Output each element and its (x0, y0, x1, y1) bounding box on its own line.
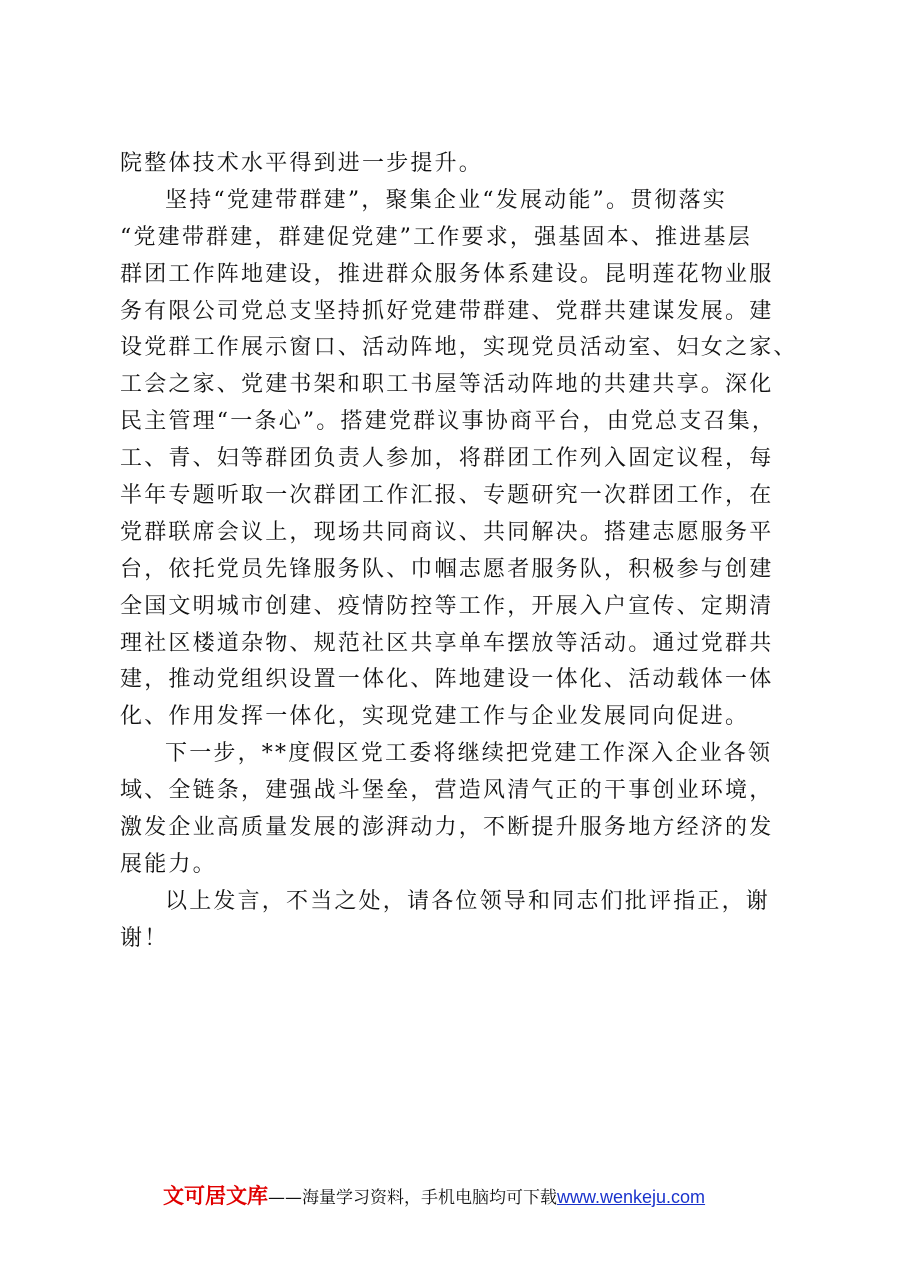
text-line: 以上发言，不当之处，请各位领导和同志们批评指正，谢 (165, 888, 771, 914)
text-line: 台，依托党员先锋服务队、巾帼志愿者服务队，积极参与创建 (120, 556, 774, 582)
text-line: 建，推动党组织设置一体化、阵地建设一体化、活动载体一体 (120, 667, 774, 693)
text-line: 工会之家、党建书架和职工书屋等活动阵地的共建共享。深化 (120, 372, 774, 398)
text-line: 务有限公司党总支坚持抓好党建带群建、党群共建谋发展。建 (120, 298, 774, 324)
text-line: 党群联席会议上，现场共同商议、共同解决。搭建志愿服务平 (120, 519, 774, 545)
text-line: “党建带群建，群建促党建”工作要求，强基固本、推进基层 (120, 224, 752, 250)
document-body (120, 146, 810, 958)
text-line: 全国文明城市创建、疫情防控等工作，开展入户宣传、定期清 (120, 593, 774, 619)
text-line: 理社区楼道杂物、规范社区共享单车摆放等活动。通过党群共 (120, 630, 774, 656)
text-line: 半年专题听取一次群团工作汇报、专题研究一次群团工作，在 (120, 483, 774, 509)
text-line: 下一步，**度假区党工委将继续把党建工作深入企业各领 (165, 741, 773, 767)
footer-link[interactable]: www.wenkeju.com (557, 1187, 706, 1207)
text-line: 民主管理“一条心”。搭建党群议事协商平台，由党总支召集， (120, 409, 777, 435)
footer-slogan: ——海量学习资料，手机电脑均可下载 (268, 1188, 557, 1208)
text-line: 坚持“党建带群建”，聚集企业“发展动能”。贯彻落实 (165, 187, 727, 213)
text-line: 化、作用发挥一体化，实现党建工作与企业发展同向促进。 (120, 704, 750, 730)
text-line: 工、青、妇等群团负责人参加，将群团工作列入固定议程，每 (120, 446, 774, 472)
text-line: 群团工作阵地建设，推进群众服务体系建设。昆明莲花物业服 (120, 261, 774, 287)
text-line: 院整体技术水平得到进一步提升。 (120, 151, 484, 176)
footer-brand: 文可居文库 (163, 1184, 268, 1208)
text-line: 谢！ (120, 925, 169, 951)
text-line: 激发企业高质量发展的澎湃动力，不断提升服务地方经济的发 (120, 815, 774, 841)
text-line: 展能力。 (120, 851, 217, 877)
footer-banner (163, 1180, 705, 1212)
text-line: 域、全链条，建强战斗堡垒，营造风清气正的干事创业环境， (120, 778, 774, 804)
text-line: 设党群工作展示窗口、活动阵地，实现党员活动室、妇女之家、 (120, 335, 798, 361)
